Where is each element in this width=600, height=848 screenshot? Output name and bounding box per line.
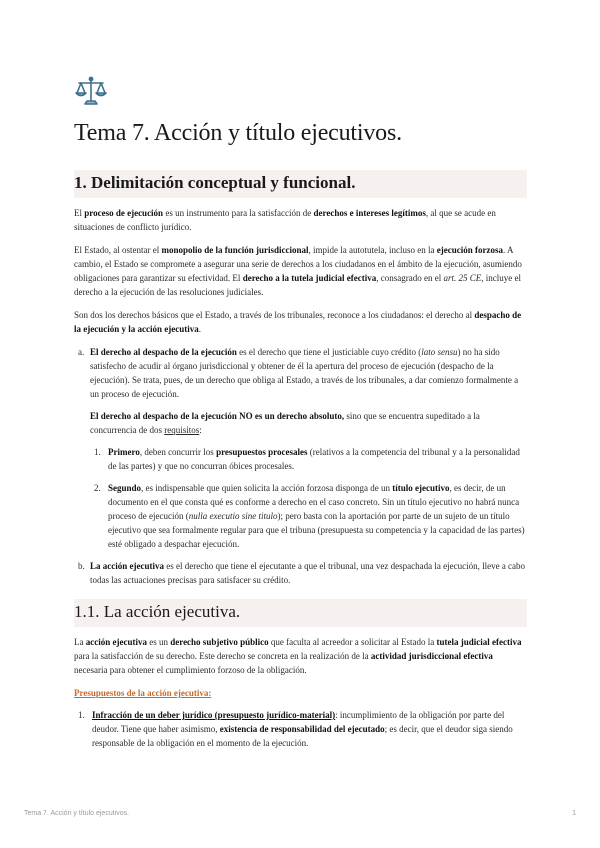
- page-title: Tema 7. Acción y título ejecutivos.: [74, 120, 402, 146]
- presupuestos-list: [74, 708, 527, 750]
- list-item: a. El derecho al despacho de la ejecución es el derecho que tiene el justiciable cuyo crédito (lato sensu) no ha sido satisfecho de acudir al órgano jurisdiccional y obtener de él la apertura del proceso de ejecución (despacho de la ejecución). Se trata, pues, de un derecho que obliga al Estado, a través de los tribunales, a dar comienzo formalmente a un proceso de ejecución. El derecho al despacho de la ejecución NO es un derecho absoluto, sino que se encuentra supeditado a la concurrencia de dos requisitos: 1. Primero, deben concurrir los presupuestos procesales (relativos a la competencia del tribunal y a la personalidad de las partes) y que no concurran óbices procesales. 2. Segundo, es indispensable que quien solicita la acción forzosa disponga de un título ejecutivo, es decir, de un documento en el que consta qué es conforme a derecho en el caso concreto. Sin un título ejecutivo no habrá nunca proceso de ejecución (nulla executio sine titulo); pero basta con la aportación por parte de un sujeto de un título ejecutivo que sea formalmente regular para que el tribuna (presupuesta su competencia y la capacidad de las partes) esté obligado a despachar ejecución.: [74, 345, 527, 551]
- paragraph-estado: El Estado, al ostentar el monopolio de la función jurisdiccional, impide la autotutela, incluso en la ejecución forzosa. A cambio, el Estado se compromete a asegurar una serie de derechos a los ciudadanos en el ámbito de la ejecución, asumiendo obligaciones para garantizar su efectividad. El derecho a la tutela judicial efectiva, consagrado en el art. 25 CE, incluye el derecho a la ejecución de las resoluciones judiciales.: [74, 245, 522, 297]
- page-number: 1: [572, 810, 576, 817]
- list-item: b. La acción ejecutiva es el derecho que tiene el ejecutante a que el tribunal, una vez despachada la ejecución, lleve a cabo todas las actuaciones precisas para satisfacer su crédito.: [78, 561, 526, 585]
- paragraph-accion-ejecutiva: La acción ejecutiva es un derecho subjetivo público que faculta al acreedor a solicitar al Estado la tutela judicial efectiva para la satisfacción de su derecho. Este derecho se concreta en la realización de la actividad jurisdiccional efectiva necesaria para obtener el cumplimiento forzoso de la obligación.: [74, 637, 522, 675]
- scales-of-justice-icon: [74, 74, 108, 108]
- list-marker: 2.: [94, 483, 101, 493]
- rights-list: [74, 345, 527, 587]
- page-footer: [24, 810, 576, 817]
- presupuestos-label: Presupuestos de la acción ejecutiva:: [74, 688, 212, 698]
- subsection-heading: 1.1. La acción ejecutiva.: [74, 599, 527, 627]
- list-marker: 1.: [94, 447, 101, 457]
- list-item: 2. Segundo, es indispensable que quien solicita la acción forzosa disponga de un título ejecutivo, es decir, de un documento en el que consta qué es conforme a derecho en el caso concreto. Sin un título ejecutivo no habrá nunca proceso de ejecución (nulla executio sine titulo); pero basta con la aportación por parte de un sujeto de un título ejecutivo que sea formalmente regular para que el tribuna (presupuesta su competencia y la capacidad de las partes) esté obligado a despachar ejecución.: [94, 483, 525, 549]
- list-marker: 1.: [78, 710, 85, 720]
- list-marker: a.: [78, 347, 85, 357]
- paragraph-proceso: El proceso de ejecución es un instrumento para la satisfacción de derechos e intereses legítimos, al que se acude en situaciones de conflicto jurídico.: [74, 208, 496, 232]
- requirements-list: [90, 445, 527, 551]
- requisitos-link: requisitos: [164, 425, 200, 435]
- list-item: 1. Infracción de un deber jurídico (presupuesto jurídico-material): incumplimiento de la obligación por parte del deudor. Tiene que haber asimismo, existencia de responsabilidad del ejecutado; es decir, que el deudor siga siendo responsable de la obligación en el momento de la ejecución.: [78, 710, 513, 748]
- section-heading: 1. Delimitación conceptual y funcional.: [74, 170, 527, 198]
- paragraph-derechos: Son dos los derechos básicos que el Estado, a través de los tribunales, reconoce a los ciudadanos: el derecho al despacho de la ejecución y la acción ejecutiva.: [74, 310, 522, 334]
- footer-title: Tema 7. Acción y título ejecutivos.: [24, 810, 130, 817]
- list-marker: b.: [78, 561, 85, 571]
- page-content: [74, 74, 527, 758]
- list-item: 1. Primero, deben concurrir los presupuestos procesales (relativos a la competencia del tribunal y a la personalidad de las partes) y que no concurran óbices procesales.: [94, 447, 520, 471]
